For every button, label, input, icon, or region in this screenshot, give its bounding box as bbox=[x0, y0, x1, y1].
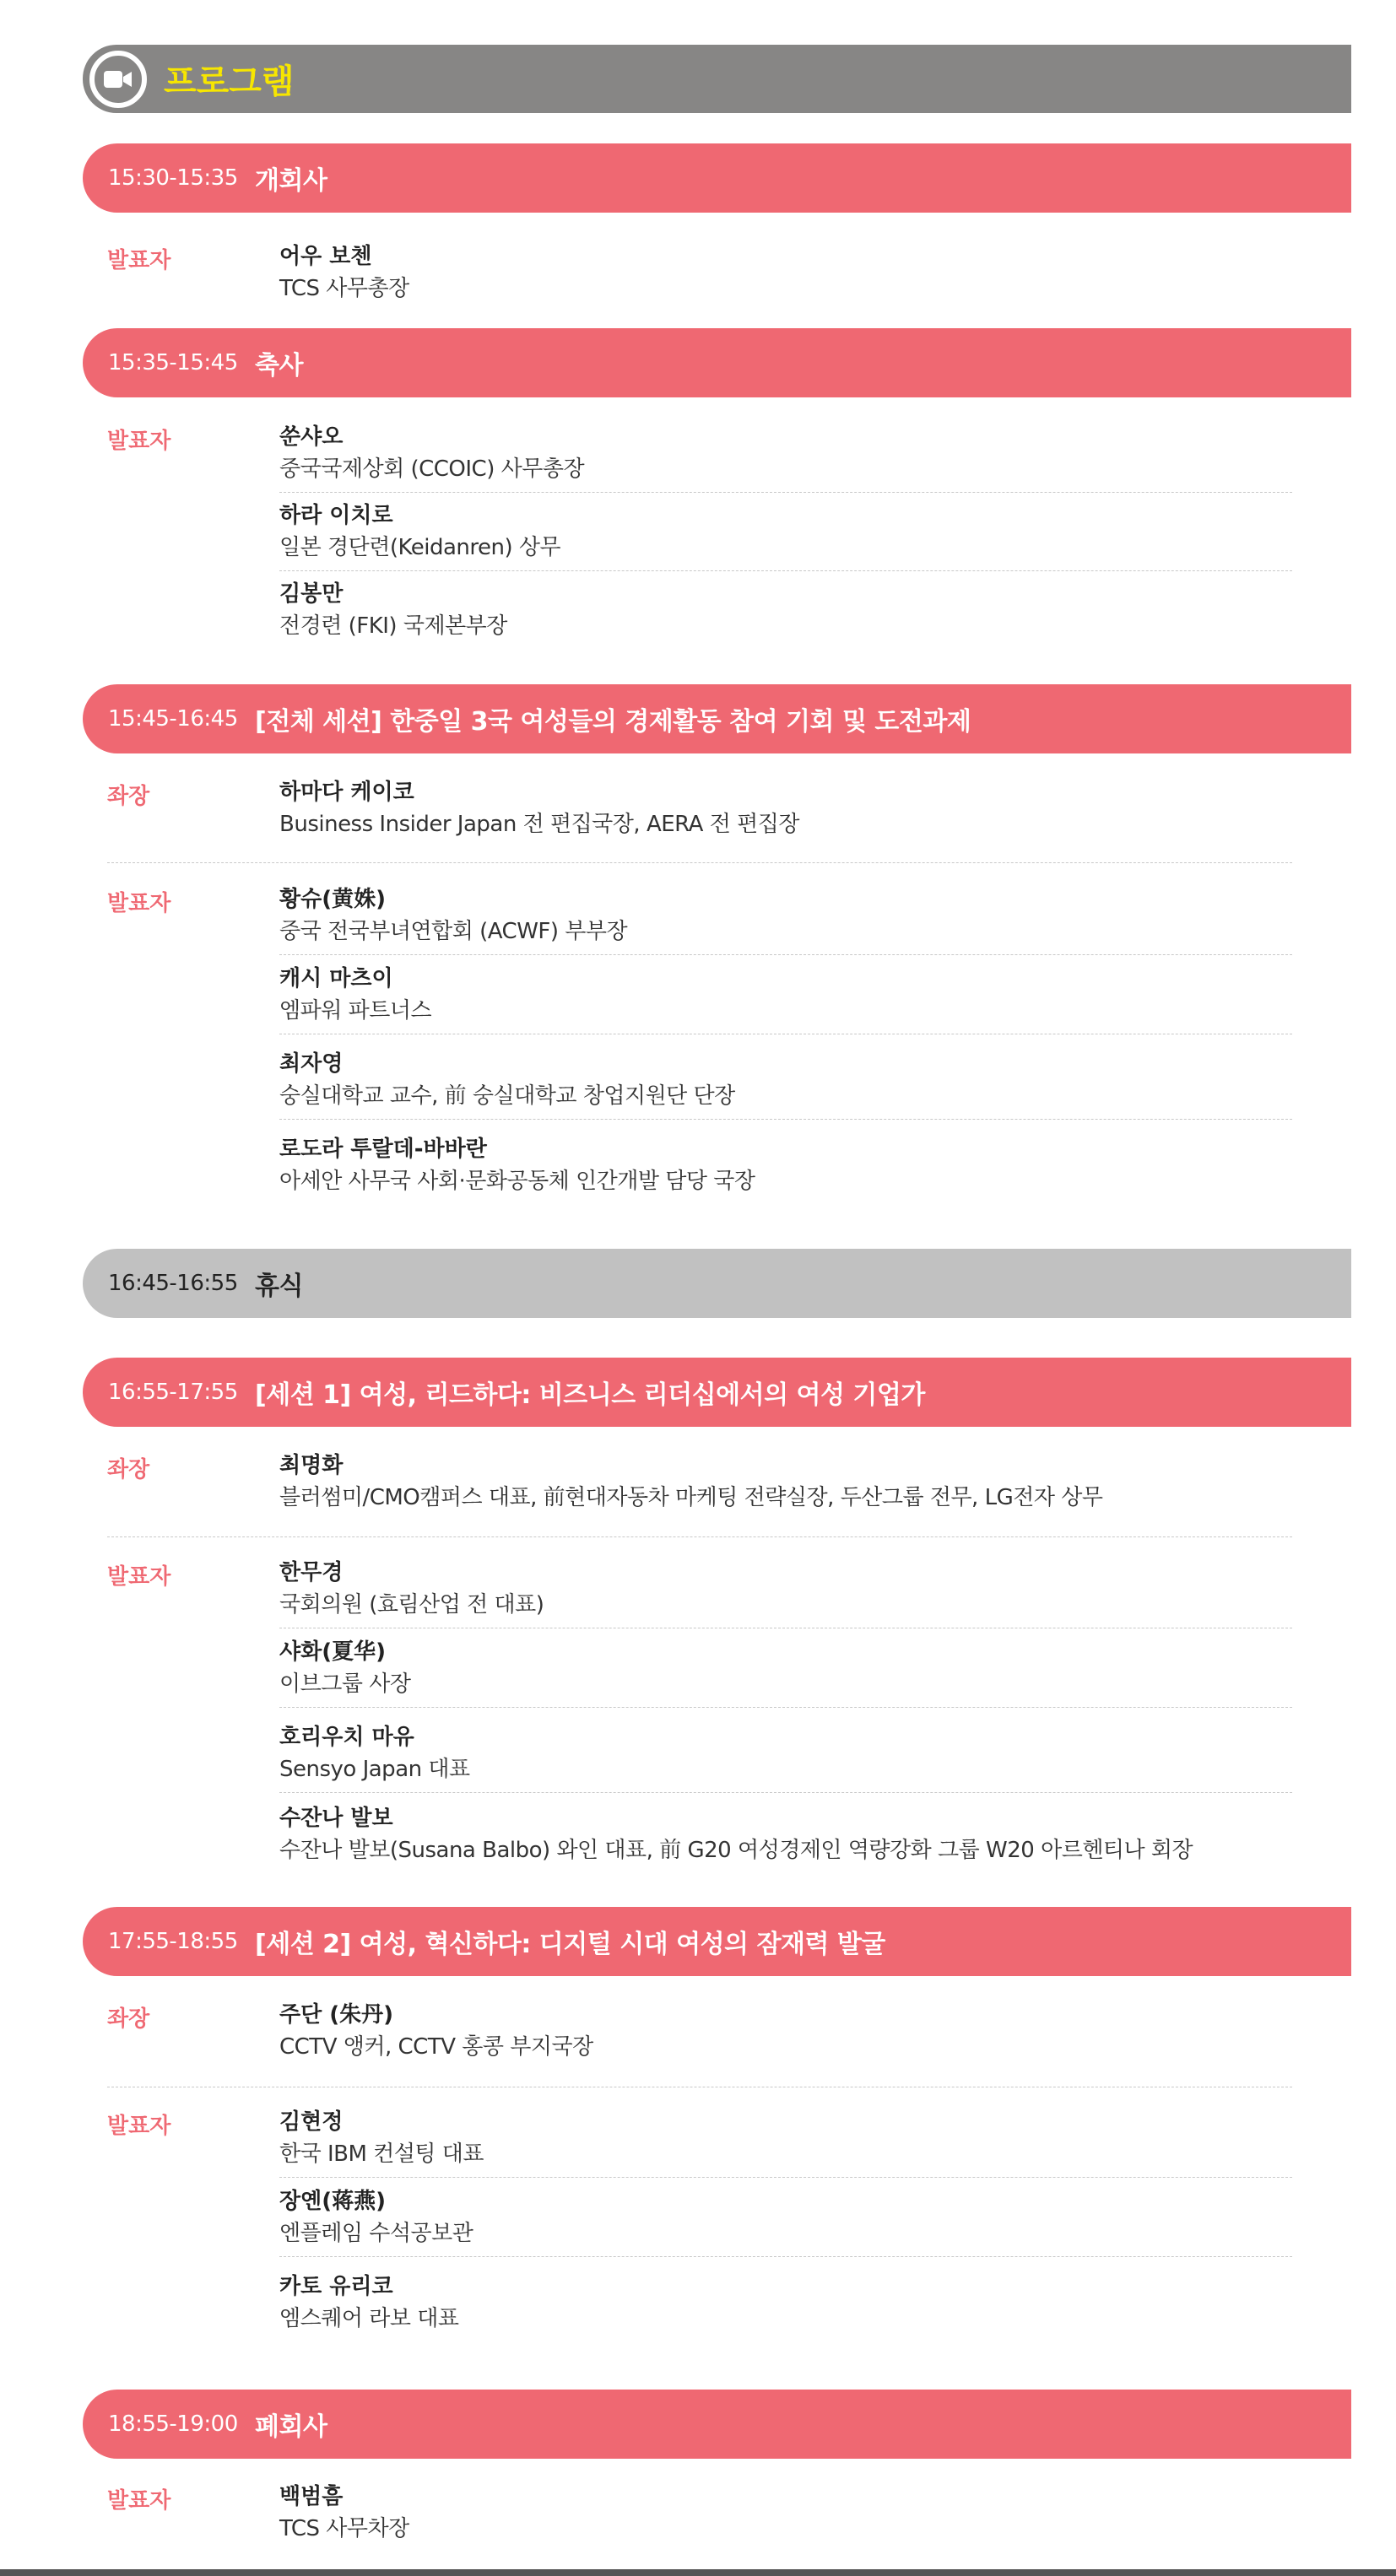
speaker bbox=[279, 883, 1292, 955]
program-header bbox=[83, 45, 1351, 113]
speaker-title: TCS 사무총장 bbox=[279, 276, 409, 301]
speaker-name: 장옌(蒋燕) bbox=[279, 2189, 386, 2214]
session-time: 17:55-18:55 bbox=[108, 1929, 238, 1954]
speaker-title: CCTV 앵커, CCTV 홍콩 부지국장 bbox=[279, 2034, 593, 2060]
speaker bbox=[279, 500, 1292, 571]
speaker-title: 아세안 사무국 사회·문화공동체 인간개발 담당 국장 bbox=[279, 1169, 755, 1194]
role-label: 좌장 bbox=[107, 784, 150, 809]
speaker-name: 황슈(黄姝) bbox=[279, 887, 386, 912]
session-time: 15:35-15:45 bbox=[108, 350, 238, 375]
speaker bbox=[279, 1048, 1292, 1120]
session-header bbox=[83, 684, 1351, 753]
speaker-title: 중국국제상회 (CCOIC) 사무총장 bbox=[279, 456, 585, 482]
role-label: 발표자 bbox=[107, 248, 171, 273]
section-divider bbox=[107, 1536, 1292, 1537]
session-title: [세션 2] 여성, 혁신하다: 디지털 시대 여성의 잠재력 발굴 bbox=[255, 1930, 885, 1959]
speaker-name: 김현정 bbox=[279, 2109, 344, 2135]
speaker bbox=[279, 776, 1292, 847]
speaker-name: 쑨샤오 bbox=[279, 424, 344, 450]
speaker bbox=[279, 2106, 1292, 2178]
speaker-name: 하라 이치로 bbox=[279, 503, 393, 528]
speaker-title: 전경련 (FKI) 국제본부장 bbox=[279, 613, 507, 639]
speaker bbox=[279, 1721, 1292, 1793]
section-divider bbox=[107, 862, 1292, 863]
speaker-name: 최자영 bbox=[279, 1051, 344, 1077]
speaker-title: 엠파워 파트너스 bbox=[279, 998, 432, 1023]
session-time: 16:55-17:55 bbox=[108, 1380, 238, 1405]
break-header bbox=[83, 1249, 1351, 1318]
session-header bbox=[83, 2390, 1351, 2459]
speaker-title: Business Insider Japan 전 편집국장, AERA 전 편집장 bbox=[279, 812, 799, 837]
page-title: 프로그램 bbox=[164, 62, 295, 101]
speaker-name: 백범흠 bbox=[279, 2484, 344, 2509]
speaker-name: 수잔나 발보 bbox=[279, 1806, 393, 1831]
role-label: 발표자 bbox=[107, 2488, 171, 2514]
session-title: [전체 세션] 한중일 3국 여성들의 경제활동 참여 기회 및 도전과제 bbox=[255, 707, 971, 737]
footer-bar bbox=[0, 2569, 1396, 2576]
speaker-name: 호리우치 마유 bbox=[279, 1725, 414, 1750]
speaker bbox=[279, 2271, 1292, 2341]
session-title: 휴식 bbox=[255, 1272, 303, 1301]
speaker-title: 중국 전국부녀연합회 (ACWF) 부부장 bbox=[279, 919, 628, 944]
speaker-title: TCS 사무차장 bbox=[279, 2516, 409, 2541]
session-title: 개회사 bbox=[255, 166, 327, 196]
role-label: 발표자 bbox=[107, 891, 171, 916]
speaker-name: 주단 (朱丹) bbox=[279, 2002, 394, 2028]
speaker-name: 김봉만 bbox=[279, 581, 344, 607]
speaker bbox=[279, 578, 1292, 649]
role-label: 발표자 bbox=[107, 1564, 171, 1590]
session-header bbox=[83, 1907, 1351, 1976]
speaker-title: 이브그룹 사장 bbox=[279, 1671, 411, 1697]
session-time: 15:30-15:35 bbox=[108, 165, 238, 191]
speaker-name: 어우 보첸 bbox=[279, 244, 372, 269]
speaker-title: 한국 IBM 컨설팅 대표 bbox=[279, 2141, 484, 2167]
speaker-name: 카토 유리코 bbox=[279, 2274, 393, 2299]
role-label: 발표자 bbox=[107, 429, 171, 454]
speaker-name: 하마다 케이코 bbox=[279, 780, 414, 805]
speaker-name: 최명화 bbox=[279, 1453, 344, 1478]
speaker-name: 한무경 bbox=[279, 1560, 344, 1585]
speaker bbox=[279, 963, 1292, 1034]
speaker-title: Sensyo Japan 대표 bbox=[279, 1757, 470, 1782]
session-time: 16:45-16:55 bbox=[108, 1271, 238, 1296]
video-camera-icon bbox=[89, 51, 147, 108]
speaker-title: 엠스퀘어 라보 대표 bbox=[279, 2306, 459, 2331]
session-header bbox=[83, 143, 1351, 213]
session-time: 18:55-19:00 bbox=[108, 2411, 238, 2437]
session-time: 15:45-16:45 bbox=[108, 706, 238, 732]
session-title: [세션 1] 여성, 리드하다: 비즈니스 리더십에서의 여성 기업가 bbox=[255, 1380, 925, 1410]
role-label: 좌장 bbox=[107, 2006, 150, 2032]
speaker-title: 국회의원 (효림산업 전 대표) bbox=[279, 1592, 544, 1617]
speaker bbox=[279, 1999, 1292, 2070]
role-label: 발표자 bbox=[107, 2114, 171, 2139]
speaker-name: 로도라 투랄데-바바란 bbox=[279, 1137, 487, 1162]
speaker-title: 숭실대학교 교수, 前 숭실대학교 창업지원단 단장 bbox=[279, 1083, 735, 1109]
speaker-title: 블러썸미/CMO캠퍼스 대표, 前현대자동차 마케팅 전략실장, 두산그룹 전무, LG전자 상무 bbox=[279, 1485, 1103, 1510]
speaker-title: 일본 경단련(Keidanren) 상무 bbox=[279, 535, 561, 560]
role-label: 좌장 bbox=[107, 1457, 150, 1482]
speaker bbox=[279, 1133, 1292, 1204]
speaker-name: 캐시 마츠이 bbox=[279, 966, 393, 991]
speaker bbox=[279, 2481, 1292, 2552]
speaker bbox=[279, 2185, 1292, 2257]
speaker bbox=[279, 1636, 1292, 1708]
speaker bbox=[279, 1802, 1292, 1873]
speaker-name: 샤화(夏华) bbox=[279, 1639, 386, 1665]
speaker bbox=[279, 240, 1292, 311]
speaker-title: 엔플레임 수석공보관 bbox=[279, 2221, 473, 2246]
session-title: 축사 bbox=[255, 351, 303, 381]
speaker-title: 수잔나 발보(Susana Balbo) 와인 대표, 前 G20 여성경제인 역량강화 그룹 W20 아르헨티나 회장 bbox=[279, 1838, 1193, 1863]
session-header bbox=[83, 328, 1351, 397]
session-header bbox=[83, 1358, 1351, 1427]
speaker bbox=[279, 421, 1292, 493]
session-title: 폐회사 bbox=[255, 2412, 327, 2442]
speaker bbox=[279, 1450, 1292, 1520]
speaker bbox=[279, 1557, 1292, 1628]
